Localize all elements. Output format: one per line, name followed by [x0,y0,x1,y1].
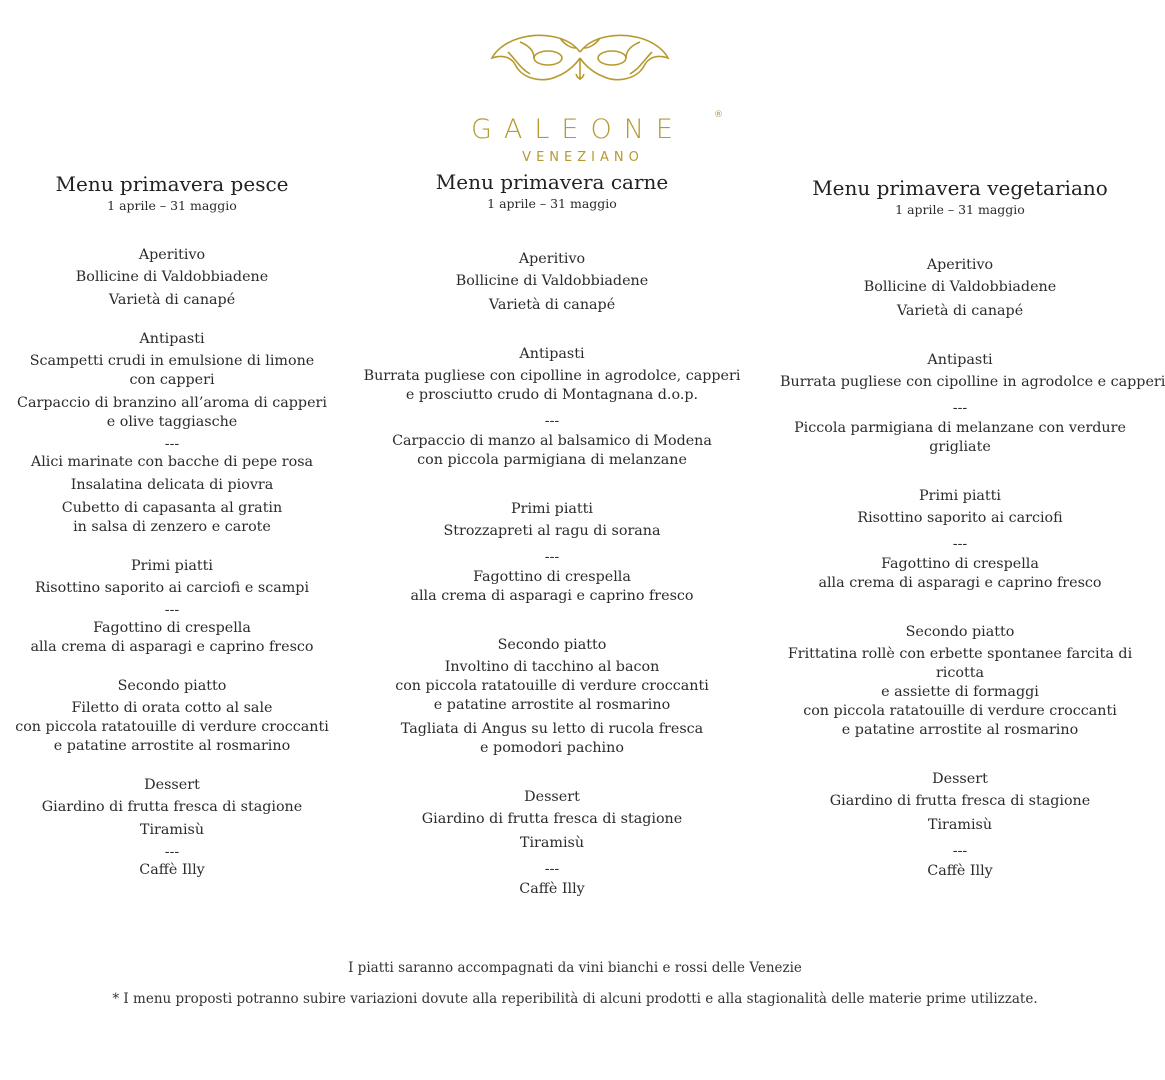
dish-line: Carpaccio di branzino all’aroma di capperi [17,395,327,411]
dish-item [0,699,344,756]
dish-line: Risottino saporito ai carciofi [857,510,1063,526]
section-title: Antipasti [139,331,205,347]
dish-line: alla crema di asparagi e caprino fresco [818,575,1102,591]
dish-line: Giardino di frutta fresca di stagione [829,793,1091,809]
dish-line: Burrata pugliese con cipolline in agrodolce e capperi [780,374,1165,390]
dish-line: Burrata pugliese con cipolline in agrodolce, capperi [363,368,741,384]
dish-line: Caffè Illy [519,881,585,897]
dish-item [352,272,752,291]
menu-section [0,328,344,537]
dish-item [0,821,344,840]
course-separator: --- [164,844,180,860]
course-separator: --- [544,861,560,877]
dish-item [0,352,344,390]
menu-section [352,634,752,758]
menu-section [352,248,752,315]
section-title: Dessert [932,771,988,787]
dish-item [0,798,344,817]
menu-section [352,343,752,470]
dish-item [0,861,344,880]
dish-line: con piccola ratatouille di verdure croccanti [395,678,709,694]
section-title: Secondo piatto [497,637,607,653]
dish-item [0,453,344,472]
dish-line: Caffè Illy [927,863,993,879]
dish-line: Risottino saporito ai carciofi e scampi [34,580,310,596]
menu-section [0,555,344,657]
dish-line: Tiramisù [519,835,585,851]
section-title: Antipasti [519,346,585,362]
section-title: Aperitivo [518,251,586,267]
dish-item [780,278,1140,297]
dish-line: alla crema di asparagi e caprino fresco [30,639,314,655]
dish-line: Frittatina rollè con erbette spontanee farcita di [787,646,1133,662]
dish-item [352,367,752,405]
menu-section [352,786,752,899]
menu-section [352,498,752,606]
dish-item [352,568,752,606]
section-title: Aperitivo [926,257,994,273]
dish-line: Varietà di canapé [896,303,1024,319]
menu-title: Menu primavera carne [435,170,669,194]
menu-dates: 1 aprile – 31 maggio [107,198,237,213]
dish-item [0,579,344,598]
dish-item [0,476,344,495]
course-separator: --- [164,602,180,618]
dish-item [352,522,752,541]
menu-section [0,774,344,880]
dish-item [352,296,752,315]
menu-dates: 1 aprile – 31 maggio [895,202,1025,217]
course-separator: --- [952,843,968,859]
dish-line: grigliate [929,439,991,455]
dish-line: Fagottino di crespella [473,569,631,585]
section-title: Antipasti [927,352,993,368]
menu-section [0,675,344,756]
dish-line: e pomodori pachino [480,740,624,756]
dish-line: Scampetti crudi in emulsione di limone [29,353,315,369]
registered-mark: ® [714,110,723,120]
dish-item [352,432,752,470]
dish-item [0,619,344,657]
dish-line: e assiette di formaggi [881,684,1039,700]
dish-item [780,302,1140,321]
dish-line: e patatine arrostite al rosmarino [433,697,671,713]
section-title: Primi piatti [130,558,213,574]
dish-item [352,880,752,899]
section-title: Dessert [144,777,200,793]
dish-line: con piccola parmigiana di melanzane [417,452,687,468]
menu-column-carne [352,170,752,927]
brand-name: GALEONE [470,114,685,145]
dish-item [780,792,1140,811]
dish-line: Involtino di tacchino al bacon [444,659,660,675]
dish-item [780,555,1140,593]
dish-item [352,810,752,829]
mask-emblem-icon [490,30,670,88]
menu-title: Menu primavera pesce [55,172,289,196]
dish-line: e patatine arrostite al rosmarino [53,738,291,754]
dish-line: Carpaccio di manzo al balsamico di Modena [392,433,712,449]
dish-line: Caffè Illy [139,862,205,878]
dish-item [352,658,752,715]
section-title: Secondo piatto [905,624,1015,640]
dish-line: Giardino di frutta fresca di stagione [41,799,303,815]
dish-line: Giardino di frutta fresca di stagione [421,811,683,827]
course-separator: --- [544,549,560,565]
dish-item [780,373,1165,392]
menu-section [780,768,1140,881]
section-title: Primi piatti [510,501,593,517]
dish-item [352,720,752,758]
menu-section [780,254,1140,321]
dish-line: Bollicine di Valdobbiadene [75,269,269,285]
dish-line: e prosciutto crudo di Montagnana d.o.p. [405,387,699,403]
dish-line: Tiramisù [927,817,993,833]
dish-item [0,394,344,432]
section-title: Dessert [524,789,580,805]
brand-subtitle: VENEZIANO [522,150,644,165]
dish-line: Piccola parmigiana di melanzane con verdure [794,420,1126,436]
dish-item [352,834,752,853]
dish-line: Bollicine di Valdobbiadene [455,273,649,289]
dish-line: Cubetto di capasanta al gratin [61,500,283,516]
dish-line: con capperi [129,372,215,388]
dish-line: Strozzapreti al ragu di sorana [443,523,661,539]
dish-line: Tagliata di Angus su letto di rucola fresca [400,721,704,737]
dish-line: in salsa di zenzero e carote [73,519,271,535]
course-separator: --- [544,413,560,429]
menu-section [780,485,1140,593]
dish-item [0,268,344,287]
dish-line: Tiramisù [139,822,205,838]
dish-line: Varietà di canapé [488,297,616,313]
dish-line: ricotta [935,665,985,681]
dish-line: Bollicine di Valdobbiadene [863,279,1057,295]
wine-note: I piatti saranno accompagnati da vini bianchi e rossi delle Venezie [348,960,802,976]
dish-line: Fagottino di crespella [93,620,251,636]
dish-item [780,645,1140,740]
dish-line: alla crema di asparagi e caprino fresco [410,588,694,604]
course-separator: --- [164,436,180,452]
menu-section [780,349,1165,457]
menu-column-vegetariano [780,176,1165,909]
disclaimer-note: * I menu proposti potranno subire variazioni dovute alla reperibilità di alcuni prodotti e alla stagionalità delle materie prime utilizzate. [112,991,1038,1007]
dish-item [780,816,1140,835]
dish-line: e patatine arrostite al rosmarino [841,722,1079,738]
dish-item [780,419,1140,457]
menu-dates: 1 aprile – 31 maggio [487,196,617,211]
dish-line: Filetto di orata cotto al sale [71,700,273,716]
dish-item [0,499,344,537]
dish-line: e olive taggiasche [106,414,238,430]
menu-column-pesce [0,172,344,898]
dish-item [0,291,344,310]
course-separator: --- [952,536,968,552]
section-title: Primi piatti [918,488,1001,504]
dish-item [780,862,1140,881]
dish-line: con piccola ratatouille di verdure croccanti [15,719,329,735]
section-title: Secondo piatto [117,678,227,694]
brand-logo [440,30,740,165]
dish-item [780,509,1140,528]
section-title: Aperitivo [138,247,206,263]
menu-section [780,621,1140,740]
dish-line: con piccola ratatouille di verdure croccanti [803,703,1117,719]
menu-title: Menu primavera vegetariano [812,176,1108,200]
dish-line: Fagottino di crespella [881,556,1039,572]
dish-line: Alici marinate con bacche di pepe rosa [30,454,314,470]
dish-line: Insalatina delicata di piovra [70,477,274,493]
course-separator: --- [952,400,968,416]
dish-line: Varietà di canapé [108,292,236,308]
menu-section [0,244,344,310]
